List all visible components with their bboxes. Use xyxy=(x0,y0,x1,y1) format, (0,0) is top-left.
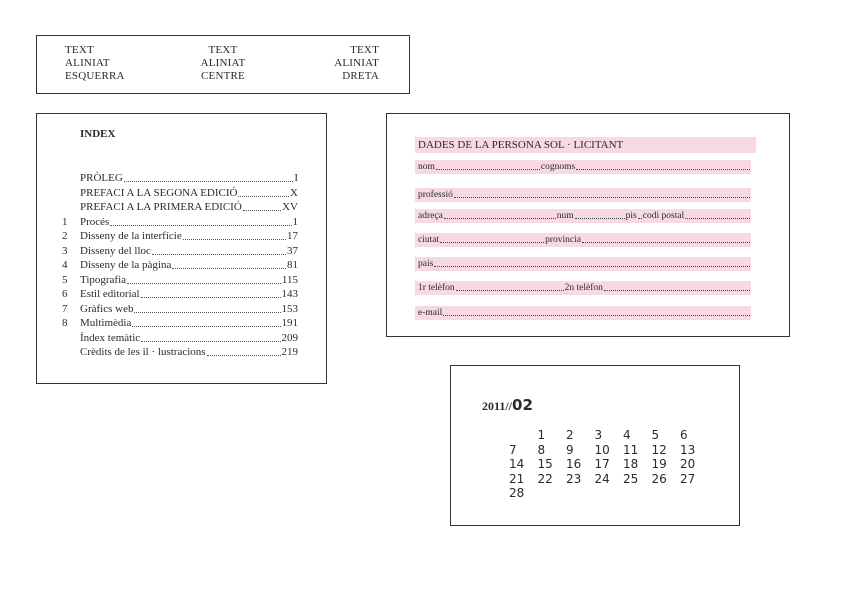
index-entry-label: PREFACI A LA PRIMERA EDICIÓ xyxy=(80,201,242,213)
left-line-1: TEXT xyxy=(65,44,94,56)
index-entry-page: 191 xyxy=(281,317,298,329)
index-entry-label: Disseny de la interfície xyxy=(80,230,182,242)
index-entry-page: XV xyxy=(282,201,298,213)
index-title: INDEX xyxy=(80,128,116,140)
form-field-row xyxy=(415,209,751,223)
index-entry-number: 3 xyxy=(62,244,68,257)
form-field-label: e-mail xyxy=(418,308,443,318)
index-entry-page: 209 xyxy=(281,331,298,344)
dot-leader xyxy=(141,287,281,298)
form-field-row xyxy=(415,160,751,174)
calendar-day: 13 xyxy=(680,442,696,457)
index-entry xyxy=(37,229,326,244)
index-entry-number: 5 xyxy=(62,273,68,286)
form-field-label: codi postal xyxy=(642,211,685,221)
dot-leader xyxy=(152,244,286,255)
calendar-year: 2011// xyxy=(482,399,513,413)
index-entry-line xyxy=(80,258,298,273)
form-fill-line xyxy=(576,160,750,170)
dot-leader xyxy=(172,258,286,269)
calendar-day: 11 xyxy=(623,442,639,457)
index-entry xyxy=(37,215,326,230)
form-fill-line xyxy=(444,209,556,219)
index-entry-label: Multimèdia xyxy=(80,317,132,329)
form-field-label: professió xyxy=(418,190,453,200)
dot-leader xyxy=(134,302,280,313)
center-line-2: ALINIAT xyxy=(200,57,246,69)
form-field-label: 2n telèfon xyxy=(564,283,603,293)
calendar-day: 18 xyxy=(623,457,639,471)
index-entry-line xyxy=(80,229,298,244)
dot-leader xyxy=(127,273,281,284)
index-entry-line xyxy=(80,200,298,215)
right-aligned-text xyxy=(334,44,379,83)
index-entry-label: Procés xyxy=(80,215,110,228)
form-field-label: nom xyxy=(418,162,435,172)
index-entry-page: 81 xyxy=(287,259,298,271)
center-line-1: TEXT xyxy=(208,44,238,56)
index-entry-label: PREFACI A LA SEGONA EDICIÓ xyxy=(80,186,238,199)
calendar-day: 19 xyxy=(651,457,667,471)
index-entry-label: Gràfics web xyxy=(80,302,134,315)
calendar-day: 12 xyxy=(651,442,667,457)
form-fill-line xyxy=(443,306,750,316)
index-list xyxy=(37,171,326,360)
index-entry xyxy=(37,258,326,273)
index-entry-line xyxy=(80,345,298,360)
index-entry-page: I xyxy=(294,172,298,184)
right-line-1: TEXT xyxy=(350,44,379,56)
index-entry xyxy=(37,345,326,360)
form-field-label: pis xyxy=(625,211,637,221)
index-entry-page: 219 xyxy=(281,346,298,358)
calendar-day: 2 xyxy=(566,428,574,442)
index-entry-number: 6 xyxy=(62,288,68,300)
left-line-2: ALINIAT xyxy=(65,57,110,69)
index-entry-line xyxy=(80,287,298,302)
calendar-day: 21 xyxy=(509,471,525,486)
dot-leader xyxy=(243,200,281,211)
form-field-label: num xyxy=(556,211,574,221)
dot-leader xyxy=(124,171,294,182)
calendar-day: 25 xyxy=(623,471,639,486)
calendar-day: 23 xyxy=(566,471,582,486)
form-field-row xyxy=(415,281,751,295)
index-box xyxy=(36,113,327,384)
index-entry xyxy=(37,302,326,317)
calendar-day: 6 xyxy=(680,428,688,442)
form-field-label: ciutat xyxy=(418,235,440,245)
right-line-2: ALINIAT xyxy=(334,57,379,69)
calendar-day: 1 xyxy=(537,428,546,442)
calendar-title xyxy=(482,396,533,415)
index-entry-page: 1 xyxy=(292,215,298,228)
form-field-row xyxy=(415,306,751,320)
form-field-row xyxy=(415,257,751,271)
index-entry-number: 8 xyxy=(62,317,68,329)
form-fill-line xyxy=(454,188,750,198)
calendar-day: 24 xyxy=(594,471,610,486)
form-fill-line xyxy=(440,233,544,243)
right-line-3: DRETA xyxy=(342,70,379,82)
index-entry xyxy=(37,287,326,302)
calendar-day: 5 xyxy=(651,428,660,442)
index-entry-label: Estil editorial xyxy=(80,288,140,300)
calendar-box xyxy=(450,365,740,526)
calendar-day: 20 xyxy=(680,457,696,471)
form-fill-line xyxy=(436,160,540,170)
form-field-label: país xyxy=(418,259,434,269)
dot-leader xyxy=(183,229,286,240)
form-fill-line xyxy=(638,209,642,219)
form-fill-line xyxy=(685,209,750,219)
calendar-day: 17 xyxy=(594,457,610,471)
index-entry-label: Crèdits de les il · lustracions xyxy=(80,346,206,358)
calendar-day: 3 xyxy=(594,428,603,442)
calendar-day: 15 xyxy=(537,457,553,471)
calendar-month: 02 xyxy=(512,396,533,414)
calendar-day: 16 xyxy=(566,457,582,471)
index-entry-line xyxy=(80,244,298,259)
index-entry-number: 7 xyxy=(62,302,68,315)
dot-leader xyxy=(207,345,281,356)
dot-leader xyxy=(141,331,280,342)
index-entry-line xyxy=(80,215,298,230)
form-field-label: adreça xyxy=(418,211,443,221)
form-field-row xyxy=(415,188,751,202)
index-entry-line xyxy=(80,302,298,317)
form-fill-line xyxy=(582,233,750,243)
index-entry-page: 143 xyxy=(281,288,298,300)
index-entry-label: Disseny de la pàgina xyxy=(80,259,172,271)
index-entry-label: Disseny del lloc xyxy=(80,244,151,257)
index-entry-page: 17 xyxy=(287,230,298,242)
calendar-day: 8 xyxy=(537,442,546,457)
index-entry-number: 1 xyxy=(62,215,68,228)
form-fill-line xyxy=(456,281,564,291)
index-entry-label: Tipografia xyxy=(80,273,127,286)
index-entry-line xyxy=(80,273,298,288)
index-entry-label: PRÒLEG xyxy=(80,172,123,184)
calendar-day: 14 xyxy=(509,457,525,471)
index-entry xyxy=(37,171,326,186)
calendar-day: 9 xyxy=(566,442,574,457)
index-entry xyxy=(37,200,326,215)
index-entry xyxy=(37,331,326,346)
index-entry-line xyxy=(80,186,298,201)
index-entry-line xyxy=(80,316,298,331)
index-entry-page: X xyxy=(290,186,298,199)
calendar-day: 28 xyxy=(509,486,525,500)
index-entry xyxy=(37,273,326,288)
left-line-3: ESQUERRA xyxy=(65,70,125,82)
form-fill-line xyxy=(575,209,625,219)
form-fill-line xyxy=(434,257,750,267)
dot-leader xyxy=(132,316,280,327)
dot-leader xyxy=(110,215,291,226)
center-line-3: CENTRE xyxy=(201,70,245,82)
index-entry-page: 37 xyxy=(287,244,298,257)
index-entry-number: 4 xyxy=(62,259,68,271)
index-entry xyxy=(37,316,326,331)
index-entry-page: 153 xyxy=(281,302,298,315)
index-entry-label: Índex temàtic xyxy=(80,331,141,344)
dot-leader xyxy=(238,186,289,197)
form-field-label: 1r telèfon xyxy=(418,283,455,293)
calendar-day: 22 xyxy=(537,471,553,486)
form-field-label: cognoms xyxy=(540,162,576,172)
index-entry xyxy=(37,244,326,259)
form-field-row xyxy=(415,233,751,247)
index-entry-line xyxy=(80,331,298,346)
calendar-day: 10 xyxy=(594,442,610,457)
form-title: DADES DE LA PERSONA SOL · LICITANT xyxy=(415,137,756,153)
index-entry-line xyxy=(80,171,298,186)
alignment-sample-box xyxy=(36,35,410,94)
index-entry-page: 115 xyxy=(281,273,298,286)
calendar-day: 7 xyxy=(509,442,517,457)
applicant-form-box xyxy=(386,113,790,337)
form-fill-line xyxy=(604,281,750,291)
calendar-day: 27 xyxy=(680,471,696,486)
index-entry xyxy=(37,186,326,201)
form-field-label: provincia xyxy=(545,235,581,245)
index-entry-number: 2 xyxy=(62,230,68,242)
calendar-day: 4 xyxy=(623,428,631,442)
calendar-day: 26 xyxy=(651,471,667,486)
